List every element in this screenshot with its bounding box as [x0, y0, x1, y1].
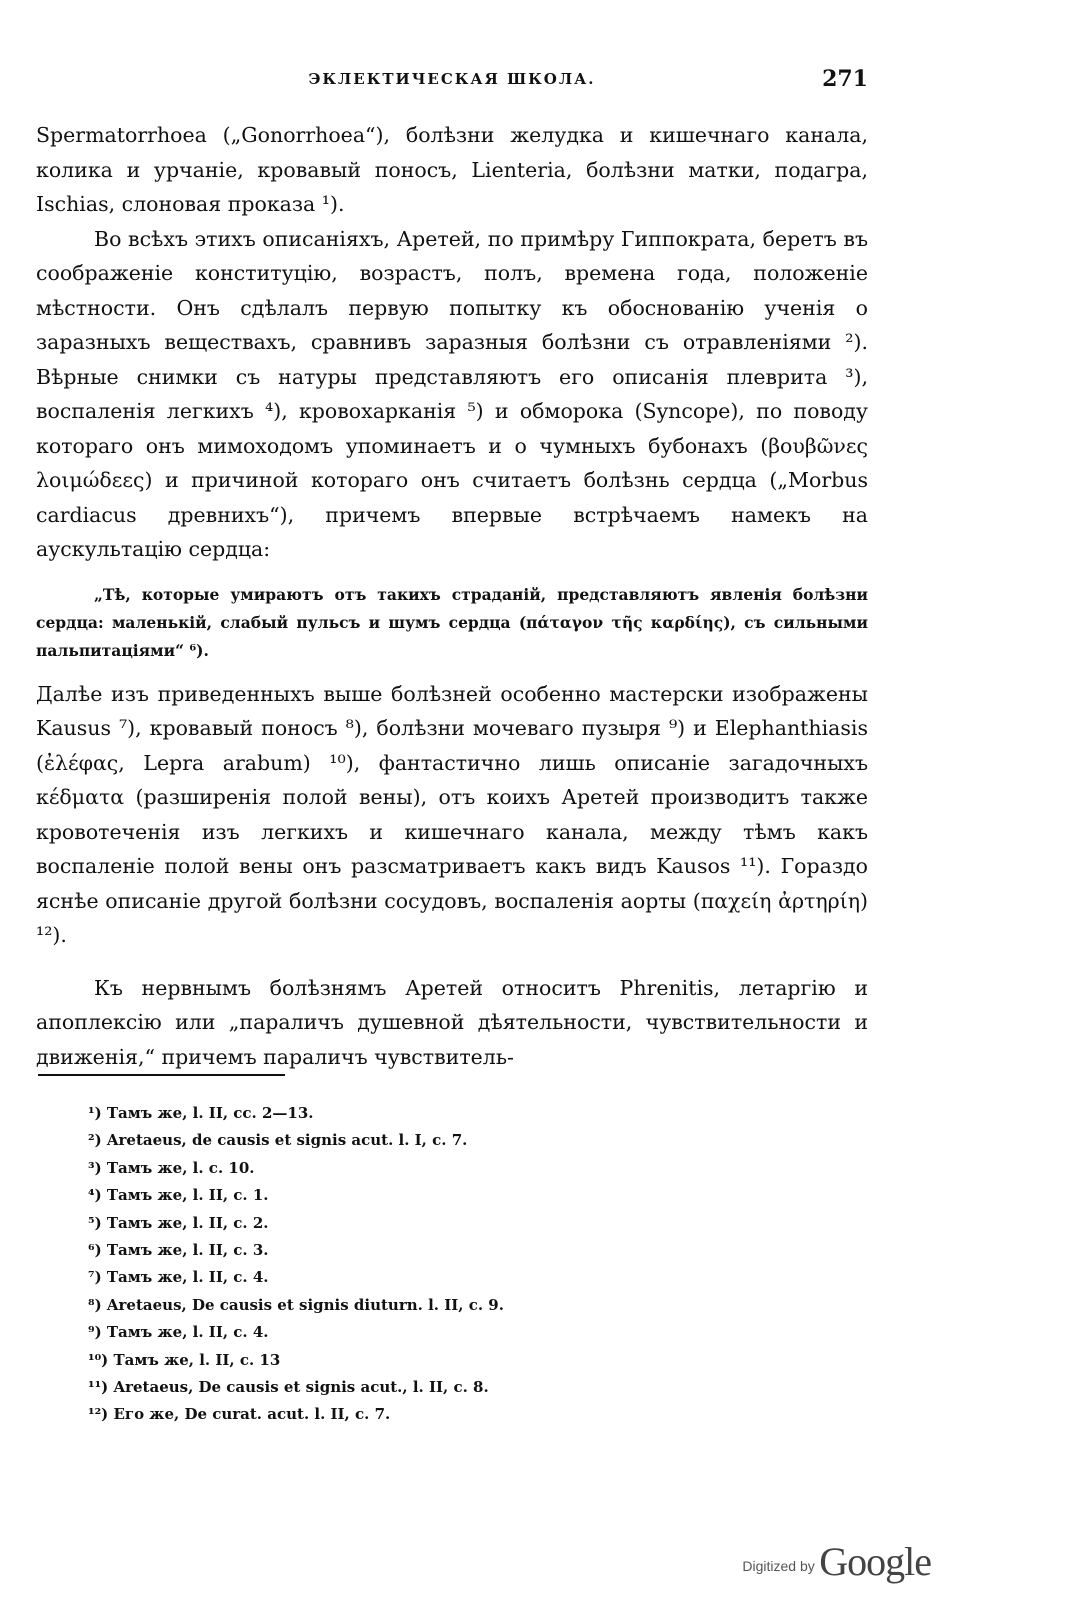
footnote-1: ¹) Тамъ же, l. II, cc. 2—13.	[88, 1104, 314, 1122]
paragraph-1: Spermatorrhoea („Gonorrhoea“), болѣзни желудка и кишечнаго канала, колика и урчаніе, кровавый поносъ, Lienteria, болѣзни матки, подагра, Ischias, слоновая проказа ¹).	[36, 123, 868, 216]
body-text	[36, 118, 868, 1074]
quotation: „Тѣ, которые умираютъ отъ такихъ страданій, представляютъ явленія болѣзни сердца: маленькій, слабый пульсъ и шумъ сердца (πάταγον τῆς καρδίης), съ сильными пальпитаціями“ ⁶).	[36, 584, 868, 660]
footnote-6: ⁶) Тамъ же, l. II, c. 3.	[88, 1241, 269, 1260]
footnote-8: ⁸) Aretaeus, De causis et signis diuturn. l. II, c. 9.	[88, 1295, 504, 1314]
footnote-12: ¹²) Его же, De curat. acut. l. II, c. 7.	[88, 1405, 391, 1424]
footnote-5: ⁵) Тамъ же, l. II, c. 2.	[88, 1213, 269, 1232]
digitized-watermark	[742, 1538, 931, 1585]
watermark-prefix: Digitized by	[742, 1558, 815, 1574]
running-title: ЭКЛЕКТИЧЕСКАЯ ШКОЛА.	[308, 70, 596, 88]
footnote-9: ⁹) Тамъ же, l. II, c. 4.	[88, 1323, 269, 1342]
paragraph-3: Далѣе изъ приведенныхъ выше болѣзней особенно мастерски изображены Kausus ⁷), кровавый поносъ ⁸), болѣзни мочеваго пузыря ⁹) и Elephanthiasis (ἐλέφας, Lepra arabum) ¹⁰), фантастично лишь описаніе загадочныхъ κέδματα (разширенія полой вены), отъ коихъ Аретей производитъ также кровотеченія изъ легкихъ и кишечнаго канала, между тѣмъ какъ воспаленіе полой вены онъ разсматриваетъ какъ видъ Kausos ¹¹). Гораздо яснѣе описаніе другой болѣзни сосудовъ, воспаленія аорты (παχείη ἀρτηρίη) ¹²).	[36, 681, 868, 947]
footnote-10: ¹⁰) Тамъ же, l. II, c. 13	[88, 1350, 281, 1369]
footnote-7: ⁷) Тамъ же, l. II, c. 4.	[88, 1268, 269, 1287]
footnote-divider	[38, 1074, 285, 1076]
page-header	[36, 66, 868, 98]
paragraph-gap	[36, 953, 868, 971]
google-logo: Google	[819, 1539, 931, 1584]
footnote-3: ³) Тамъ же, l. c. 10.	[88, 1158, 255, 1177]
paragraph-2: Во всѣхъ этихъ описаніяхъ, Аретей, по примѣру Гиппократа, беретъ въ соображеніе конституцію, возрастъ, полъ, времена года, положеніе мѣстности. Онъ сдѣлалъ первую попытку къ обоснованію ученія о заразныхъ веществахъ, сравнивъ заразныя болѣзни съ отравленіями ²). Вѣрные снимки съ натуры представляютъ его описанія плеврита ³), воспаленія легкихъ ⁴), кровохарканія ⁵) и обморока (Syncope), по поводу котораго онъ мимоходомъ упоминаетъ и о чумныхъ бубонахъ (βουβῶνες λοιμώδεες) и причиной котораго онъ считаетъ болѣзнь сердца („Morbus cardiacus древнихъ“), причемъ впервые встрѣчаемъ намекъ на аускультацію сердца:	[36, 226, 868, 561]
footnotes-list	[88, 1100, 848, 1429]
footnote-4: ⁴) Тамъ же, l. II, c. 1.	[88, 1186, 269, 1205]
footnote-2: ²) Aretaeus, de causis et signis acut. l. I, c. 7.	[88, 1131, 468, 1150]
footnote-11: ¹¹) Aretaeus, De causis et signis acut., l. II, c. 8.	[88, 1378, 489, 1397]
paragraph-4: Къ нервнымъ болѣзнямъ Аретей относитъ Phrenitis, летаргію и апоплексію или „параличъ душевной дѣятельности, чувствительности и движенія,“ причемъ параличъ чувствитель-	[36, 975, 868, 1069]
page-number: 271	[822, 66, 868, 92]
